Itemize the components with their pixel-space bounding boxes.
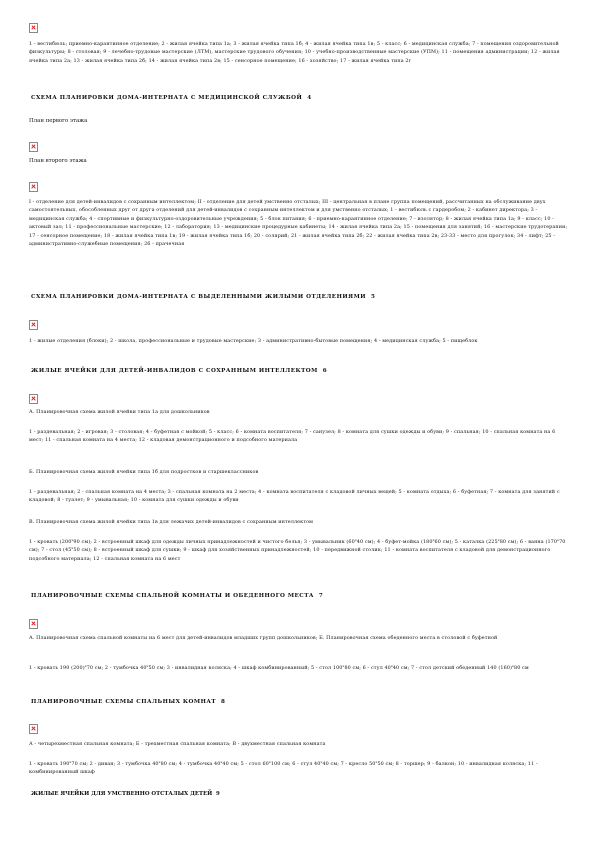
legend-text: 1 - жилые отделения (блоки); 2 - школа, профессиональные и трудовые мастерские; 3 - административно-бытовые помещения; 4 - медицинская служба; 5 - пищеблок bbox=[29, 338, 478, 344]
section-number: 4 bbox=[307, 95, 312, 101]
broken-image-icon bbox=[29, 719, 569, 738]
section-heading: ПЛАНИРОВОЧНЫЕ СХЕМЫ СПАЛЬНЫХ КОМНАТ 8 bbox=[31, 699, 226, 705]
section-number: 7 bbox=[318, 593, 324, 599]
legend-text: 1 - раздевальная; 2 - игровая; 3 - столовая; 4 - буфетная с мойкой; 5 - класс; 6 - комната воспитателя; 7 - санузел; 8 - комната для сушки одежды и обуви; 9 - спальная; 10 - спальная комната на 6 мест; 11 - спальная комната на 4 места; 12 - кладовая демонстрационного и подсобного материала bbox=[29, 429, 556, 444]
legend-text: I - отделение для детей-инвалидов с сохранным интеллектом; II - отделение для детей умственно отсталых; III - центральная в плане группа помещений, рассчитанных на обслуживание двух самостоятельных, обособленных друг от друга отделений для детей-инвалидов с сохранным интеллектом и для умственно отсталых; 1 - вестибюль с гардеробом; 2 - кабинет директора; 3 - медицинская служба; 4 - спортивные и физкультурно-оздоровительные учреждения; 5 - блок питания; 6 - приемно-карантинное отделение; 7 - изолятор; 8 - жилая ячейка типа 1а; 9 - класс; 10 - актовый зал; 11 - профессиональные мастерские; 12 - лаборатория; 13 - медицинские процедурные кабинеты; 14 - жилая ячейка типа 2а; 15 - помещения для занятий; 16 - мастерские трудотерапии; 17 - сенсорное помещение; 18 - жилая ячейка типа 1в; 19 - жилая ячейка типа 1б; 20 - солярий; 21 - жилая ячейка типа 2б; 22 - жилая ячейка типа 2в; 23-33 - место для прогулок; 34 - лифт; 25 - административно-служебные помещения; 26 - прачечная bbox=[29, 199, 568, 248]
broken-image-icon bbox=[29, 315, 569, 334]
figure-caption: А - четырехместная спальная комната; Б - трехместная спальная комната; В - двухместная спальная комната bbox=[29, 741, 326, 747]
plan-caption: План первого этажа bbox=[29, 118, 88, 124]
legend-text: 1 - кровать 190 (200)˟70 см; 2 - тумбочка 40˟50 см; 3 - инвалидная коляска; 4 - шкаф комбинированный; 5 - стол 100˟80 см; 6 - стул 40˟40 см; 7 - стол детский обеденный 140 (160)˟80 см bbox=[29, 665, 529, 671]
legend-text: 1 - раздевальная; 2 - спальная комната на 4 места; 3 - спальная комната на 2 места; 4 - комната воспитателя с кладовой личных вещей; 5 - комната отдыха; 6 - буфетная; 7 - комната для занятий с кладовой; 8 - туалет; 9 - умывальная; 10 - комната для сушки одежды и обуви bbox=[29, 489, 560, 504]
section-number: 5 bbox=[370, 294, 376, 300]
figure-caption: А. Планировочная схема жилой ячейки типа 1а для дошкольников bbox=[29, 409, 210, 415]
broken-image-icon bbox=[29, 18, 569, 37]
legend-text: 1 - вестибюль; приемно-карантинное отделение; 2 - жилая ячейка типа 1а; 3 - жилая ячейка типа 1б; 4 - жилая ячейка типа 1в; 5 - класс; 6 - медицинская служба; 7 - помещения оздоровительной физкультуры; 8 - столовая; 9 - лечебно-трудовые мастерские (ЛТМ), мастерские трудового обучения; 10 - учебно-производственные мастерские (УПМ); 11 - помещения администрации; 12 - жилая ячейка типа 2а; 13 - жилая ячейка типа 2б; 14 - жилая ячейка типа 2в; 15 - сенсорное помещение; 16 - хозяйство; 17 - жилая ячейка типа 2г bbox=[29, 41, 560, 64]
figure-caption: Б. Планировочная схема жилой ячейки типа 1б для подростков и старшеклассников bbox=[29, 469, 259, 475]
section-heading: СХЕМА ПЛАНИРОВКИ ДОМА-ИНТЕРНАТА С ВЫДЕЛЕННЫМИ ЖИЛЫМИ ОТДЕЛЕНИЯМИ 5 bbox=[31, 294, 376, 300]
broken-image-icon bbox=[29, 137, 569, 156]
section-heading: СХЕМА ПЛАНИРОВКИ ДОМА-ИНТЕРНАТА С МЕДИЦИНСКОЙ СЛУЖБОЙ 4 bbox=[31, 95, 312, 101]
broken-image-icon bbox=[29, 389, 569, 408]
section-heading: ЖИЛЫЕ ЯЧЕЙКИ ДЛЯ ДЕТЕЙ-ИНВАЛИДОВ С СОХРАННЫМ ИНТЕЛЛЕКТОМ 6 bbox=[31, 368, 328, 374]
broken-image-icon bbox=[29, 614, 569, 633]
section-number: 8 bbox=[221, 699, 226, 705]
figure-caption: А. Планировочная схема спальной комнаты на 6 мест для детей-инвалидов младших групп дошкольников; Б. Планировочная схема обеденного места в столовой с буфетной bbox=[29, 635, 498, 641]
section-heading: ПЛАНИРОВОЧНЫЕ СХЕМЫ СПАЛЬНОЙ КОМНАТЫ И ОБЕДЕННОГО МЕСТА 7 bbox=[31, 593, 324, 599]
legend-text: 1 - кровать (200˟90 см); 2 - встроенный шкаф для одежды личных принадлежностей и чистого белья; 3 - умывальник (60˟40 см); 4 - буфет-мойка (180˟60 см); 5 - каталка (225˟80 см); 6 - ванна (170˟70 см); 7 - стол (45˟50 см); 8 - встроенный шкаф для сушки; 9 - шкаф для хозяйственных принадлежностей; 10 - передвижной столик; 11 - комната воспитателя с кладовой для демонстрационного подсобного материала; 12 - спальная комната на 6 мест bbox=[29, 539, 566, 562]
section-number: 9 bbox=[216, 791, 220, 797]
plan-caption: План второго этажа bbox=[29, 158, 87, 164]
legend-text: 1 - кровать 190˟70 см; 2 - диван; 3 - тумбочка 40˟80 см; 4 - тумбочка 40˟40 см; 5 - стол 60˟100 см; 6 - стул 40˟40 см; 7 - кресло 50˟50 см; 8 - торшер; 9 - балкон; 10 - инвалидная коляска; 11 - комбинированный шкаф bbox=[29, 761, 538, 776]
section-heading: ЖИЛЫЕ ЯЧЕЙКИ ДЛЯ УМСТВЕННО ОТСТАЛЫХ ДЕТЕЙ 9 bbox=[31, 791, 220, 797]
broken-image-icon bbox=[29, 177, 569, 196]
figure-caption: В. Планировочная схема жилой ячейки типа 1в для лежачих детей-инвалидов с сохранным интеллектом bbox=[29, 519, 314, 525]
section-number: 6 bbox=[322, 368, 328, 374]
